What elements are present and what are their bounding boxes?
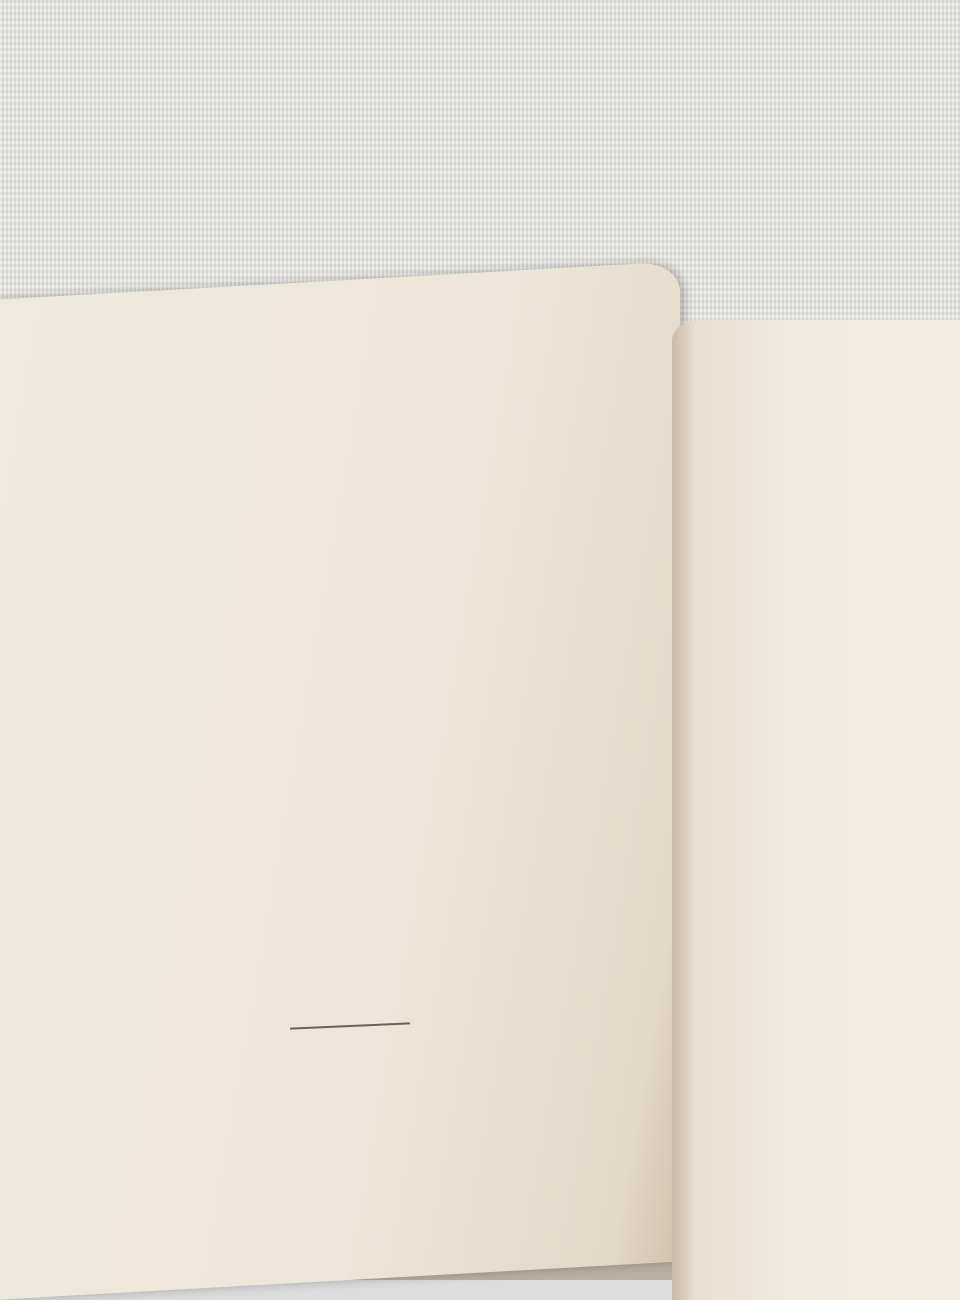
right-page [672, 320, 960, 1300]
left-page [0, 261, 680, 1300]
